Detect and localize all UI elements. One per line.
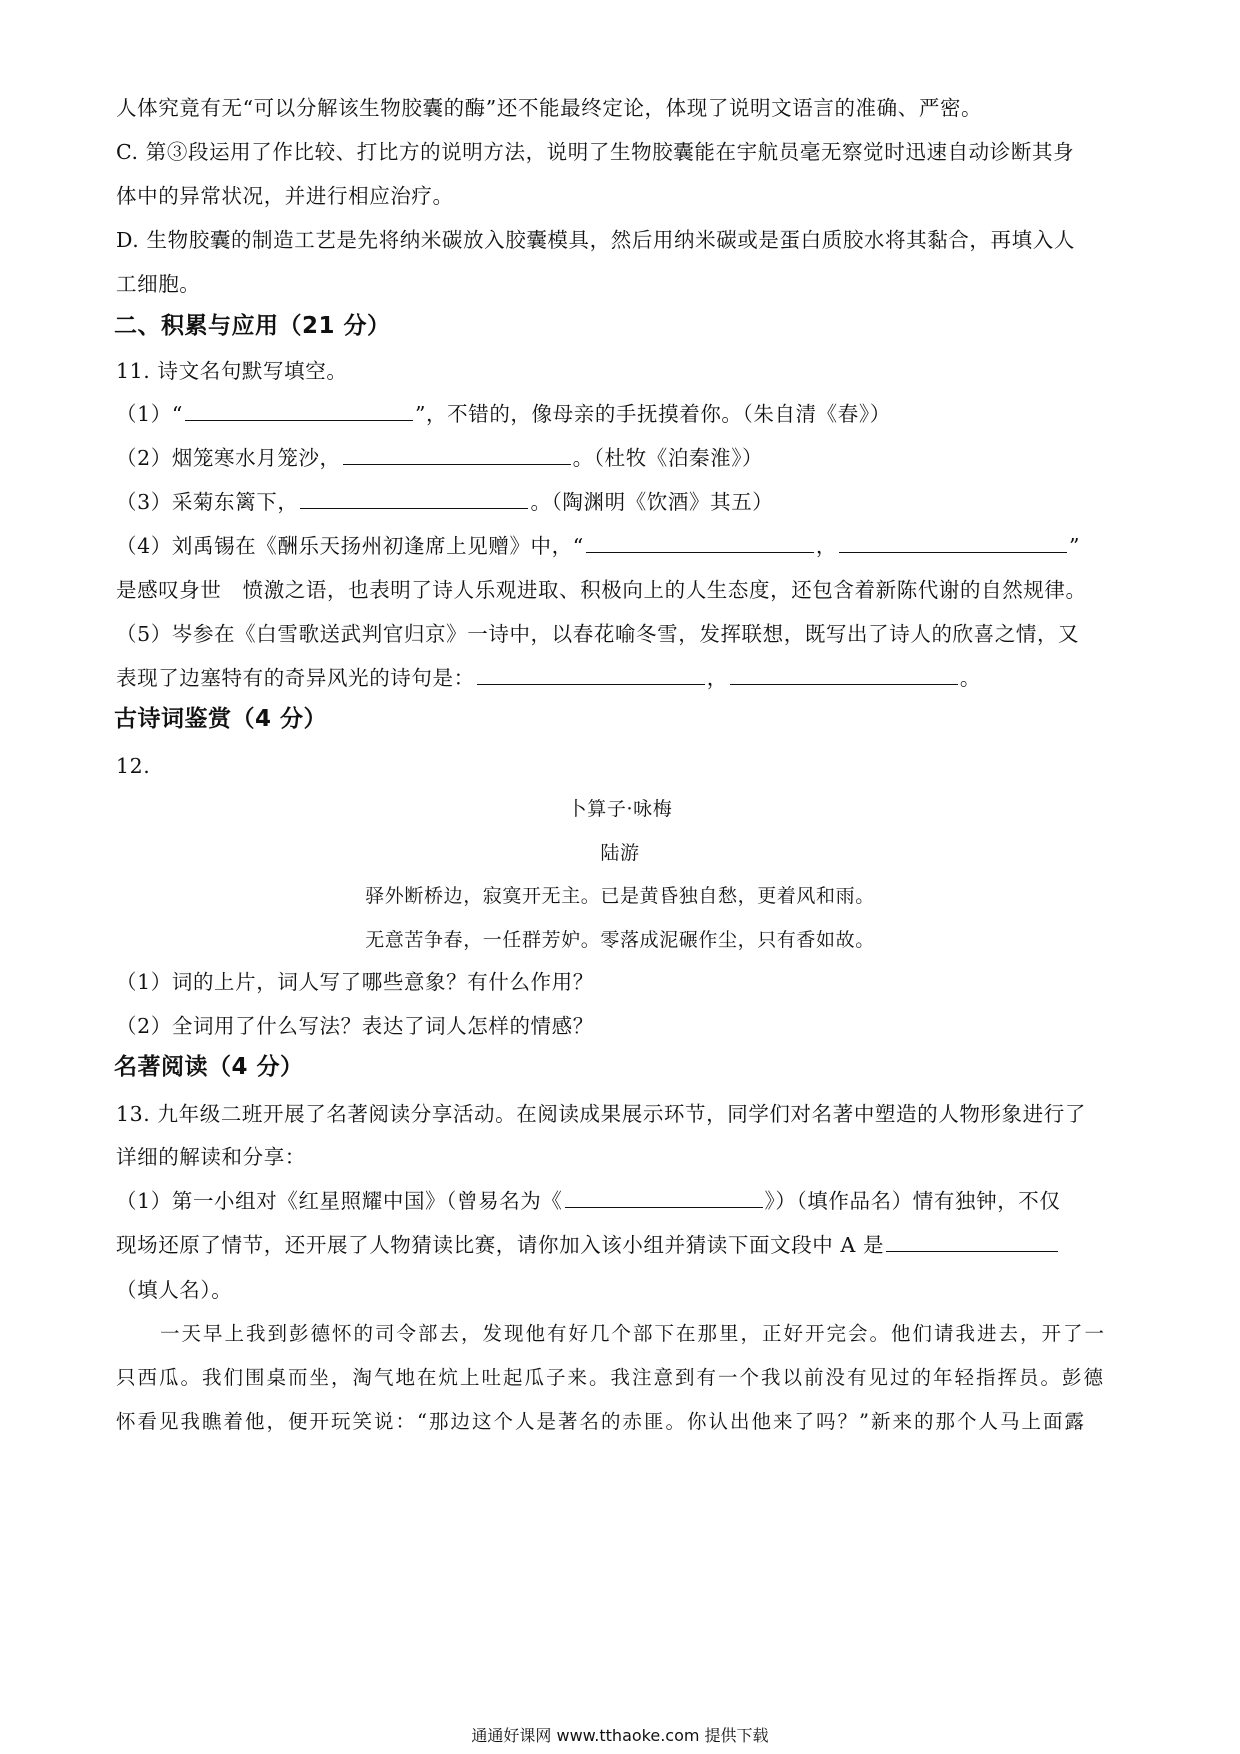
- q13-sub1-suffix: 》）（填作品名）情有独钟，不仅: [764, 1189, 1061, 1213]
- answer-blank[interactable]: [730, 664, 958, 685]
- passage-line: 一天早上我到彭德怀的司令部去，发现他有好几个部下在那里，正好开完会。他们请我进去，开了一: [160, 1322, 1107, 1345]
- q11-item4-prefix: （4）刘禹锡在《酬乐天扬州初逢席上见赠》中，“: [116, 534, 584, 558]
- q11-item3-prefix: （3）采菊东篱下，: [116, 490, 299, 514]
- poem-author: 陆游: [600, 842, 640, 864]
- q11-item3: [116, 488, 773, 516]
- q11-item1: [116, 400, 891, 428]
- option-b-continuation: 人体究竟有无“可以分解该生物胶囊的酶”还不能最终定论，体现了说明文语言的准确、严密。: [116, 96, 983, 120]
- option-d-line1: D. 生物胶囊的制造工艺是先将纳米碳放入胶囊模具，然后用纳米碳或是蛋白质胶水将其黏合，再填入人: [116, 228, 1075, 252]
- q11-item1-prefix: （1）“: [116, 402, 183, 426]
- option-c-line1: C. 第③段运用了作比较、打比方的说明方法，说明了生物胶囊能在宇航员毫无察觉时迅速自动诊断其身: [116, 140, 1075, 164]
- answer-blank[interactable]: [477, 664, 705, 685]
- q11-item5-suffix: 。: [959, 666, 981, 690]
- q11-item4-comma: ，: [815, 534, 837, 558]
- q11-item2-prefix: （2）烟笼寒水月笼沙，: [116, 446, 341, 470]
- option-d-line2: 工细胞。: [116, 272, 201, 296]
- q11-item2: [116, 444, 763, 472]
- q11-item2-suffix: 。（杜牧《泊秦淮》）: [572, 446, 764, 470]
- q13-sub1-prefix: （1）第一小组对《红星照耀中国》（曾易名为《: [116, 1189, 563, 1213]
- q12-sub1: （1）词的上片，词人写了哪些意象？有什么作用？: [116, 970, 594, 994]
- section-heading-accumulation: 二、积累与应用（21 分）: [114, 313, 391, 339]
- q11-item5-line2: [116, 664, 981, 692]
- q13-sub1-line3: （填人名）。: [116, 1278, 233, 1302]
- poem-line: 驿外断桥边，寂寞开无主。已是黄昏独自愁，更着风和雨。: [365, 885, 875, 907]
- q11-stem: 11. 诗文名句默写填空。: [116, 359, 348, 383]
- answer-blank[interactable]: [839, 532, 1067, 553]
- q11-item4: [116, 532, 1080, 560]
- page-footer: 通通好课网 www.tthaoke.com 提供下载: [471, 1726, 769, 1745]
- poem-line: 无意苦争春，一任群芳妒。零落成泥碾作尘，只有香如故。: [365, 929, 875, 951]
- q11-item1-suffix: ”，不错的，像母亲的手抚摸着你。（朱自清《春》）: [414, 402, 891, 426]
- section-heading-classics: 名著阅读（4 分）: [114, 1054, 304, 1080]
- q13-sub1-line2: [116, 1231, 1060, 1259]
- q11-item5-comma: ，: [706, 666, 728, 690]
- answer-blank[interactable]: [343, 444, 571, 465]
- q12-number: 12.: [116, 754, 151, 778]
- passage-line: 只西瓜。我们围桌而坐，淘气地在炕上吐起瓜子来。我注意到有一个我以前没有见过的年轻指挥员。彭德: [116, 1366, 1106, 1389]
- q11-item5-prefix: 表现了边塞特有的奇异风光的诗句是：: [116, 666, 475, 690]
- answer-blank[interactable]: [886, 1231, 1058, 1252]
- q13-sub1-line2-prefix: 现场还原了情节，还开展了人物猜读比赛，请你加入该小组并猜读下面文段中 A 是: [116, 1233, 885, 1257]
- q13-sub1-line1: [116, 1187, 1061, 1215]
- answer-blank[interactable]: [565, 1187, 763, 1208]
- q11-item4-suffix: ”: [1068, 534, 1081, 558]
- section-heading-poetry: 古诗词鉴赏（4 分）: [114, 706, 328, 732]
- q13-stem-line1: 13. 九年级二班开展了名著阅读分享活动。在阅读成果展示环节，同学们对名著中塑造的人物形象进行了: [116, 1102, 1086, 1126]
- passage-line: 怀看见我瞧着他，便开玩笑说：“那边这个人是著名的赤匪。你认出他来了吗？”新来的那个人马上面露: [116, 1410, 1086, 1433]
- q12-sub2: （2）全词用了什么写法？表达了词人怎样的情感？: [116, 1014, 594, 1038]
- option-c-line2: 体中的异常状况，并进行相应治疗。: [116, 184, 454, 208]
- answer-blank[interactable]: [300, 488, 528, 509]
- poem-title: 卜算子·咏梅: [567, 798, 673, 820]
- q11-item3-suffix: 。（陶渊明《饮酒》其五）: [530, 490, 774, 514]
- answer-blank[interactable]: [185, 400, 413, 421]
- q13-stem-line2: 详细的解读和分享：: [116, 1145, 306, 1169]
- q11-item4-line2: 是感叹身世 愤激之语，也表明了诗人乐观进取、积极向上的人生态度，还包含着新陈代谢的自然规律。: [116, 578, 1087, 602]
- q11-item5-line1: （5）岑参在《白雪歌送武判官归京》一诗中，以春花喻冬雪，发挥联想，既写出了诗人的欣喜之情，又: [116, 622, 1080, 646]
- answer-blank[interactable]: [586, 532, 814, 553]
